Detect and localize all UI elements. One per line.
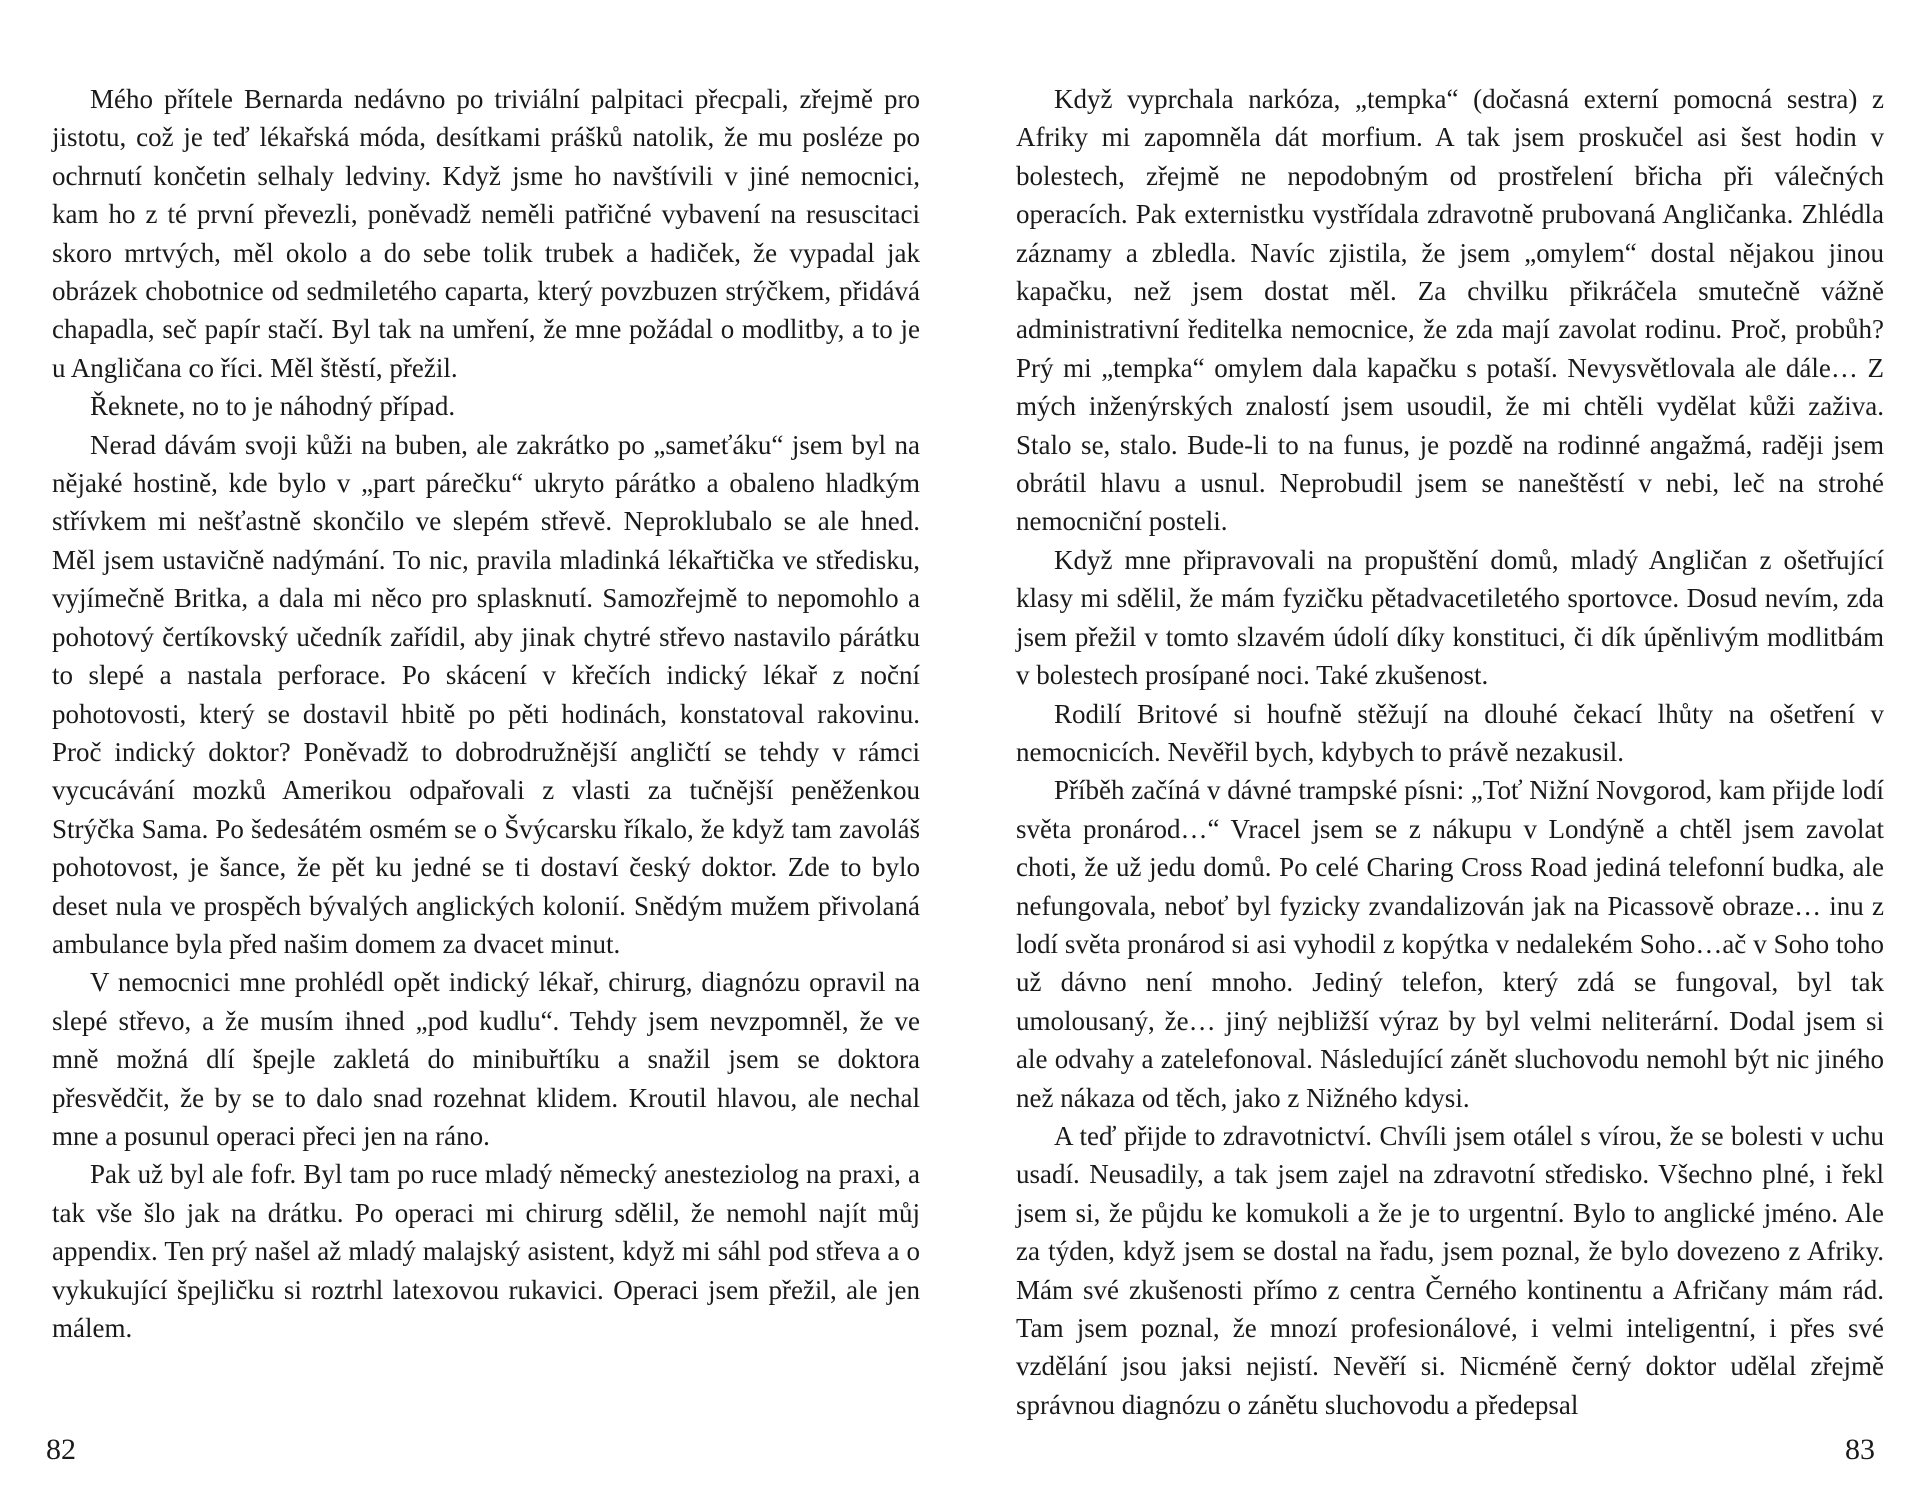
left-page-text: [52, 80, 920, 1347]
paragraph: Rodilí Britové si houfně stěžují na dlouhé čekací lhůty na ošetření v nemocnicích. Nevěřil bych, kdybych to právě nezakusil.: [1016, 698, 1884, 767]
paragraph: A teď přijde to zdravotnictví. Chvíli jsem otálel s vírou, že se bolesti v uchu usadí. Neusadily, a tak jsem zajel na zdravotní středisko. Všechno plné, i řekl jsem si, že půjdu ke komukoli a že je to urgentní. Bylo to anglické jméno. Ale za týden, když jsem se dostal na řadu, jsem poznal, že bylo dovezeno z Afriky. Mám své zkušenosti přímo z centra Černého kontinentu a Afričany mám rád. Tam jsem poznal, že mnozí profesionálové, i velmi inteligentní, i přes své vzdělání jsou jaksi nejistí. Nevěří si. Nicméně černý doktor udělal zřejmě správnou diagnózu o zánětu sluchovodu a předepsal: [1016, 1120, 1884, 1420]
paragraph: Příběh začíná v dávné trampské písni: „Toť Nižní Novgorod, kam přijde lodí světa pronárod…“ Vracel jsem se z nákupu v Londýně a chtěl jsem zavolat choti, že už jedu domů. Po celé Charing Cross Road jediná telefonní budka, ale nefungovala, neboť byl fyzicky zvandalizován jak na Picassově obraze… inu z lodí světa pronárod si asi vyhodil z kopýtka v nedalekém Soho…ač v Soho toho už dávno není mnoho. Jediný telefon, který zdá se fungoval, byl tak umolousaný, že… jiný nejbližší výraz by byl velmi neliterární. Dodal jsem si ale odvahy a zatelefonoval. Následující zánět sluchovodu nemohl být nic jiného než nákaza od těch, jako z Nižného kdysi.: [1016, 775, 1884, 1113]
paragraph: V nemocnici mne prohlédl opět indický lékař, chirurg, diagnózu opravil na slepé střevo, a že musím ihned „pod kudlu“. Tehdy jsem nevzpomněl, že ve mně možná dlí špejle zakletá do minibuřtíku a snažil jsem se doktora přesvědčit, že by se to dalo snad rozehnat klidem. Kroutil hlavou, ale nechal mne a posunul operaci přeci jen na ráno.: [52, 967, 920, 1151]
paragraph: Když vyprchala narkóza, „tempka“ (dočasná externí pomocná sestra) z Afriky mi zapomněla dát morfium. A tak jsem proskučel asi šest hodin v bolestech, zřejmě ne nepodobným od prostřelení břicha při válečných operacích. Pak externistku vystřídala zdravotně prubovaná Angličanka. Zhlédla záznamy a zbledla. Navíc zjistila, že jsem „omylem“ dostal nějakou jinou kapačku, než jsem dostat měl. Za chvilku přikráčela smutečně vážně administrativní ředitelka nemocnice, že zda mají zavolat rodinu. Proč, probůh? Prý mi „tempka“ omylem dala kapačku s potaší. Nevysvětlovala ale dále… Z mých inženýrských znalostí jsem usoudil, že mi chtěli vydělat kůži zaživa. Stalo se, stalo. Bude-li to na funus, je pozdě na rodinné angažmá, raději jsem obrátil hlavu a usnul. Neprobudil jsem se naneštěstí v nebi, leč na strohé nemocniční posteli.: [1016, 84, 1884, 537]
right-page-text: [1016, 80, 1884, 1424]
paragraph: Mého přítele Bernarda nedávno po triviální palpitaci přecpali, zřejmě pro jistotu, což je teď lékařská móda, desítkami prášků natolik, že mu posléze po ochrnutí končetin selhaly ledviny. Když jsme ho navštívili v jiné nemocnici, kam ho z té první převezli, poněvadž neměli patřičné vybavení na resuscitaci skoro mrtvých, měl okolo a do sebe tolik trubek a hadiček, že vypadal jak obrázek chobotnice od sedmiletého caparta, který povzbuzen strýčkem, přidává chapadla, seč papír stačí. Byl tak na umření, že mne požádal o modlitby, a to je u Angličana co říci. Měl štěstí, přežil.: [52, 84, 920, 383]
page-number: 82: [46, 1433, 76, 1466]
paragraph: Pak už byl ale fofr. Byl tam po ruce mladý německý anesteziolog na praxi, a tak vše šlo jak na drátku. Po operaci mi chirurg sdělil, že nemohl najít můj appendix. Ten prý našel až mladý malajský asistent, když mi sáhl pod střeva a o vykukující špejličku si roztrhl latexovou rukavici. Operaci jsem přežil, ale jen málem.: [52, 1159, 920, 1343]
page-number: 83: [1845, 1433, 1875, 1466]
paragraph: Nerad dávám svoji kůži na buben, ale zakrátko po „sameťáku“ jsem byl na nějaké hostině, kde bylo v „part párečku“ ukryto párátko a obaleno hladkým střívkem mi nešťastně skončilo ve slepém střevě. Neproklubalo se ale hned. Měl jsem ustavičně nadýmání. To nic, pravila mladinká lékařtička ve středisku, vyjímečně Britka, a dala mi něco pro splasknutí. Samozřejmě to nepomohlo a pohotový čertíkovský učedník zařídil, aby jinak chytré střevo nastavilo párátku to slepé a nastala perforace. Po skácení v křečích indický lékař z noční pohotovosti, který se dostavil hbitě po pěti hodinách, konstatoval rakovinu. Proč indický doktor? Poněvadž to dobrodružnější angličtí se tehdy v rámci vycucávání mozků Amerikou odpařovali z vlasti za tučnější peněženkou Strýčka Sama. Po šedesátém osmém se o Švýcarsku říkalo, že když tam zavoláš pohotovost, je šance, že pět ku jedné se ti dostaví český doktor. Zde to bylo deset nula ve prospěch bývalých anglických kolonií. Snědým mužem přivolaná ambulance byla před našim domem za dvacet minut.: [52, 429, 920, 959]
paragraph: Když mne připravovali na propuštění domů, mladý Angličan z ošetřující klasy mi sdělil, že mám fyzičku pětadvacetiletého sportovce. Dosud nevím, zda jsem přežil v tomto slzavém údolí díky konstituci, či dík úpěnlivým modlitbám v bolestech prosípané noci. Také zkušenost.: [1016, 544, 1884, 691]
paragraph: Řeknete, no to je náhodný případ.: [90, 391, 456, 422]
